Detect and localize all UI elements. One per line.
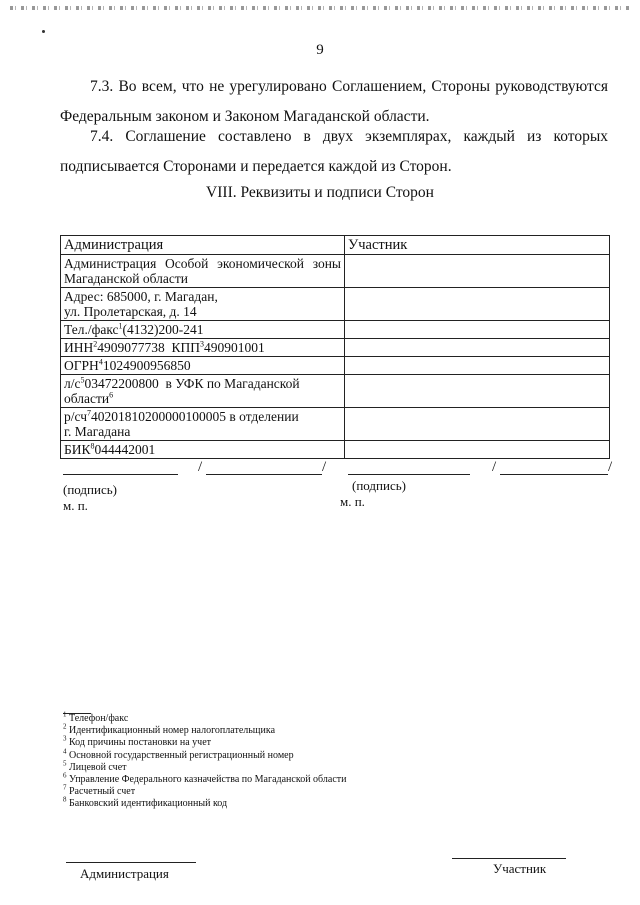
footer-participant-line [452, 858, 566, 859]
rs-line-1 [64, 409, 341, 424]
footnote-text: Банковский идентификационный код [69, 798, 228, 810]
footnote-item [63, 771, 483, 786]
ls-treasury: в УФК по Магаданской области [64, 376, 300, 406]
footer-admin-label: Администрация [80, 866, 169, 881]
footnote-number: 5 [63, 759, 67, 768]
header-administration: Администрация [61, 236, 345, 255]
footnote-text: Телефон/факс [69, 713, 129, 724]
footnote-ref: 5 [80, 375, 85, 385]
footnote-ref: 6 [109, 390, 114, 400]
ogrn-label: ОГРН [64, 358, 99, 373]
admin-signature-caption: (подпись) [63, 482, 117, 497]
footnote-number: 3 [63, 735, 67, 744]
footnote-ref: 4 [98, 357, 103, 367]
rs-line-2: г. Магадана [64, 424, 131, 439]
participant-cell [345, 255, 610, 288]
signature-slash: / [198, 459, 203, 475]
signature-slash: / [608, 459, 613, 475]
org-name-cell: Администрация Особой экономической зоны Магаданской области [61, 255, 345, 288]
admin-stamp-label: м. п. [63, 498, 88, 513]
footnote-item [63, 737, 483, 749]
paragraph-7-4: 7.4. Соглашение составлено в двух экземплярах, каждый из которых подписывается Сторонами и передается каждой из Сторон. [60, 128, 608, 175]
bik-label: БИК [64, 442, 91, 457]
table-row [61, 255, 610, 288]
bik-value: 044442001 [94, 442, 156, 457]
footnote-number: 8 [63, 796, 67, 805]
footnote-number: 4 [63, 747, 67, 756]
footer-admin-line [66, 862, 196, 863]
ls-value: 03472200800 [84, 376, 159, 391]
table-row [61, 357, 610, 375]
footnote-ref: 8 [90, 441, 95, 451]
bik-cell [61, 441, 345, 459]
footnote-ref: 3 [200, 339, 205, 349]
rs-label: р/сч [64, 409, 88, 424]
section-heading: VIII. Реквизиты и подписи Сторон [206, 184, 434, 201]
requisites-table [60, 235, 610, 459]
scan-artifact-strip [10, 6, 630, 10]
table-row [61, 339, 610, 357]
table-row [61, 321, 610, 339]
footer-participant-label: Участник [493, 861, 547, 876]
footnote-item [63, 798, 483, 810]
footnote-number: 7 [63, 783, 67, 792]
footnote-item [63, 759, 483, 774]
phone-label: Тел./факс [64, 322, 119, 337]
address-line-2: ул. Пролетарская, д. 14 [64, 304, 197, 319]
table-row [61, 288, 610, 321]
ogrn-cell [61, 357, 345, 375]
admin-name-line [206, 474, 322, 475]
ogrn-value: 1024900956850 [102, 358, 191, 373]
participant-cell [345, 339, 610, 357]
participant-cell [345, 408, 610, 441]
table-row [61, 375, 610, 408]
footnote-number: 6 [63, 771, 67, 780]
inn-kpp-cell [61, 339, 345, 357]
footnote-number: 1 [63, 710, 67, 719]
footnote-ref: 7 [87, 408, 92, 418]
kpp-value: 490901001 [204, 340, 265, 355]
admin-signature-line [63, 474, 178, 475]
inn-value: 4909077738 [97, 340, 165, 355]
rs-cell [61, 408, 345, 441]
kpp-label: КПП [171, 340, 201, 355]
ls-label: л/с [64, 376, 81, 391]
address-cell [61, 288, 345, 321]
participant-cell [345, 357, 610, 375]
footnote-text: Идентификационный номер налогоплательщика [69, 725, 276, 737]
table-row [61, 408, 610, 441]
signature-slash: / [322, 459, 327, 475]
footnotes-list [63, 710, 483, 811]
footnote-text: Управление Федерального казначейства по Магаданской области [69, 774, 347, 786]
paragraph-7-3: 7.3. Во всем, что не урегулировано Соглашением, Стороны руководствуются Федеральным законом и Законом Магаданской области. [60, 78, 608, 125]
participant-cell [345, 375, 610, 408]
footnote-text: Лицевой счет [69, 761, 127, 773]
table-header-row [61, 236, 610, 255]
phone-cell [61, 321, 345, 339]
ls-cell [61, 375, 345, 408]
participant-signature-caption: (подпись) [352, 478, 406, 493]
page-number: 9 [316, 42, 324, 58]
header-participant: Участник [345, 236, 610, 255]
footnote-text: Основной государственный регистрационный номер [69, 749, 294, 761]
inn-label: ИНН [64, 340, 94, 355]
table-row [61, 441, 610, 459]
participant-cell [345, 288, 610, 321]
footnote-item [63, 722, 483, 737]
address-line-1: Адрес: 685000, г. Магадан, [64, 289, 218, 304]
footnote-ref: 2 [93, 339, 98, 349]
footnote-item [63, 710, 483, 725]
rs-value: 40201810200000100005 в отделении [91, 409, 299, 424]
footnote-number: 2 [63, 722, 67, 731]
footnote-ref: 1 [118, 321, 123, 331]
footnote-item [63, 783, 483, 798]
footnote-text: Расчетный счет [69, 786, 136, 798]
participant-signature-line [348, 474, 470, 475]
participant-cell [345, 321, 610, 339]
scan-speck [42, 30, 45, 33]
footnote-text: Код причины постановки на учет [69, 737, 212, 749]
signature-slash: / [492, 459, 497, 475]
participant-cell [345, 441, 610, 459]
participant-name-line [500, 474, 608, 475]
phone-value: (4132)200-241 [122, 322, 204, 337]
footnote-item [63, 747, 483, 762]
participant-stamp-label: м. п. [340, 494, 365, 509]
